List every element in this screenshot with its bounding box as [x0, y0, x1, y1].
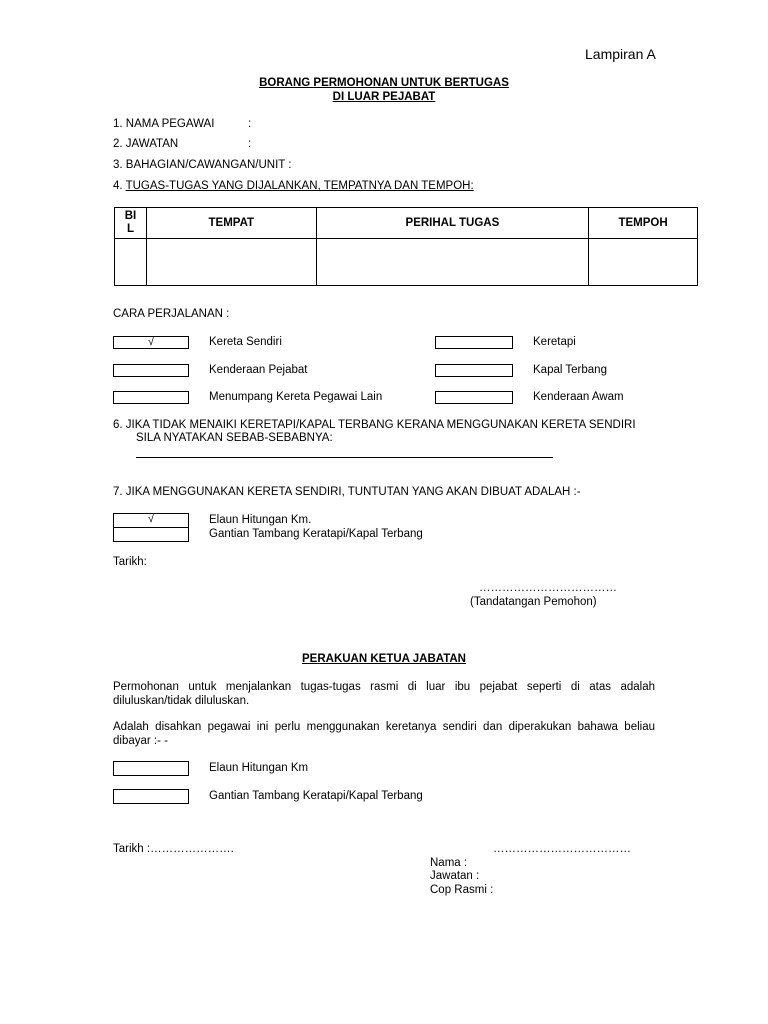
lampiran-label: Lampiran A	[585, 46, 656, 62]
cell-tempoh[interactable]	[589, 239, 698, 286]
option-kenderaan-awam-label: Kenderaan Awam	[533, 391, 624, 403]
checkbox-kapal-terbang[interactable]	[435, 364, 513, 377]
cell-perihal[interactable]	[316, 239, 588, 286]
form-title-line2: DI LUAR PEJABAT	[332, 91, 436, 103]
perakuan-option-elaun-label: Elaun Hitungan Km	[209, 762, 309, 774]
cell-bil[interactable]	[115, 239, 147, 286]
q7-option-gantian-label: Gantian Tambang Keratapi/Kapal Terbang	[209, 528, 423, 540]
q6-answer-line[interactable]	[136, 457, 553, 458]
checkbox-keretapi[interactable]	[435, 336, 513, 349]
checkbox-menumpang[interactable]	[113, 391, 189, 404]
signature-dots[interactable]: ………………………………	[479, 582, 617, 594]
col-header-tempoh: TEMPOH	[589, 208, 698, 239]
field-tugas-label	[113, 180, 474, 192]
field-tugas-number: 4.	[113, 180, 123, 192]
option-kapal-terbang-label: Kapal Terbang	[533, 364, 607, 376]
tarikh-label: Tarikh:	[113, 556, 147, 568]
checkbox-kereta-sendiri[interactable]: √	[113, 336, 189, 349]
perakuan-para1: Permohonan untuk menjalankan tugas-tugas rasmi di luar ibu pejabat seperti di atas adalah diluluskan/tidak diluluskan.	[113, 681, 655, 707]
perakuan-option-gantian-label: Gantian Tambang Keratapi/Kapal Terbang	[209, 790, 423, 802]
q6-line2: SILA NYATAKAN SEBAB-SEBABNYA:	[136, 432, 333, 444]
col-header-perihal: PERIHAL TUGAS	[316, 208, 588, 239]
perakuan-signature-dots[interactable]: ………………………………	[493, 843, 631, 855]
col-header-tempat: TEMPAT	[146, 208, 316, 239]
q7-option-elaun-label: Elaun Hitungan Km.	[209, 514, 312, 526]
table-row	[115, 239, 698, 286]
perakuan-heading: PERAKUAN KETUA JABATAN	[302, 653, 466, 665]
option-kenderaan-pejabat-label: Kenderaan Pejabat	[209, 364, 308, 376]
perakuan-para2: Adalah disahkan pegawai ini perlu menggunakan keretanya sendiri dan diperakukan bahawa beliau dibayar :- -	[113, 721, 655, 747]
checkbox-perakuan-elaun[interactable]	[113, 761, 189, 776]
checkbox-gantian-tambang[interactable]	[113, 527, 189, 542]
field-nama-label: 1. NAMA PEGAWAI	[113, 118, 215, 130]
checkbox-kenderaan-awam[interactable]	[435, 391, 513, 404]
checkbox-elaun-km[interactable]: √	[113, 513, 189, 528]
duty-table	[114, 207, 698, 286]
option-keretapi-label: Keretapi	[533, 336, 576, 348]
field-bahagian-label: 3. BAHAGIAN/CAWANGAN/UNIT :	[113, 159, 292, 171]
checkbox-perakuan-gantian[interactable]	[113, 789, 189, 804]
form-title-line1: BORANG PERMOHONAN UNTUK BERTUGAS	[259, 77, 509, 89]
perakuan-jawatan-label: Jawatan :	[430, 870, 480, 882]
signature-label: (Tandatangan Pemohon)	[470, 596, 597, 608]
perakuan-tarikh[interactable]: Tarikh :………………….	[113, 843, 234, 855]
option-menumpang-label: Menumpang Kereta Pegawai Lain	[209, 391, 383, 403]
duty-table-header	[115, 208, 698, 239]
perakuan-cop-label: Cop Rasmi :	[430, 884, 494, 896]
cell-tempat[interactable]	[146, 239, 316, 286]
cara-heading: CARA PERJALANAN :	[113, 308, 230, 320]
checkbox-kenderaan-pejabat[interactable]	[113, 364, 189, 377]
q7-text: 7. JIKA MENGGUNAKAN KERETA SENDIRI, TUNTUTAN YANG AKAN DIBUAT ADALAH :-	[113, 486, 581, 498]
option-kereta-sendiri-label: Kereta Sendiri	[209, 336, 282, 348]
perakuan-nama-label: Nama :	[430, 857, 468, 869]
field-jawatan-colon: :	[248, 138, 252, 150]
field-jawatan-label: 2. JAWATAN	[113, 138, 179, 150]
field-tugas-text: TUGAS-TUGAS YANG DIJALANKAN, TEMPATNYA DAN TEMPOH:	[125, 180, 474, 192]
field-nama-colon: :	[248, 118, 252, 130]
col-header-bil: BI L	[115, 208, 147, 239]
q6-line1: 6. JIKA TIDAK MENAIKI KERETAPI/KAPAL TERBANG KERANA MENGGUNAKAN KERETA SENDIRI	[113, 419, 636, 431]
